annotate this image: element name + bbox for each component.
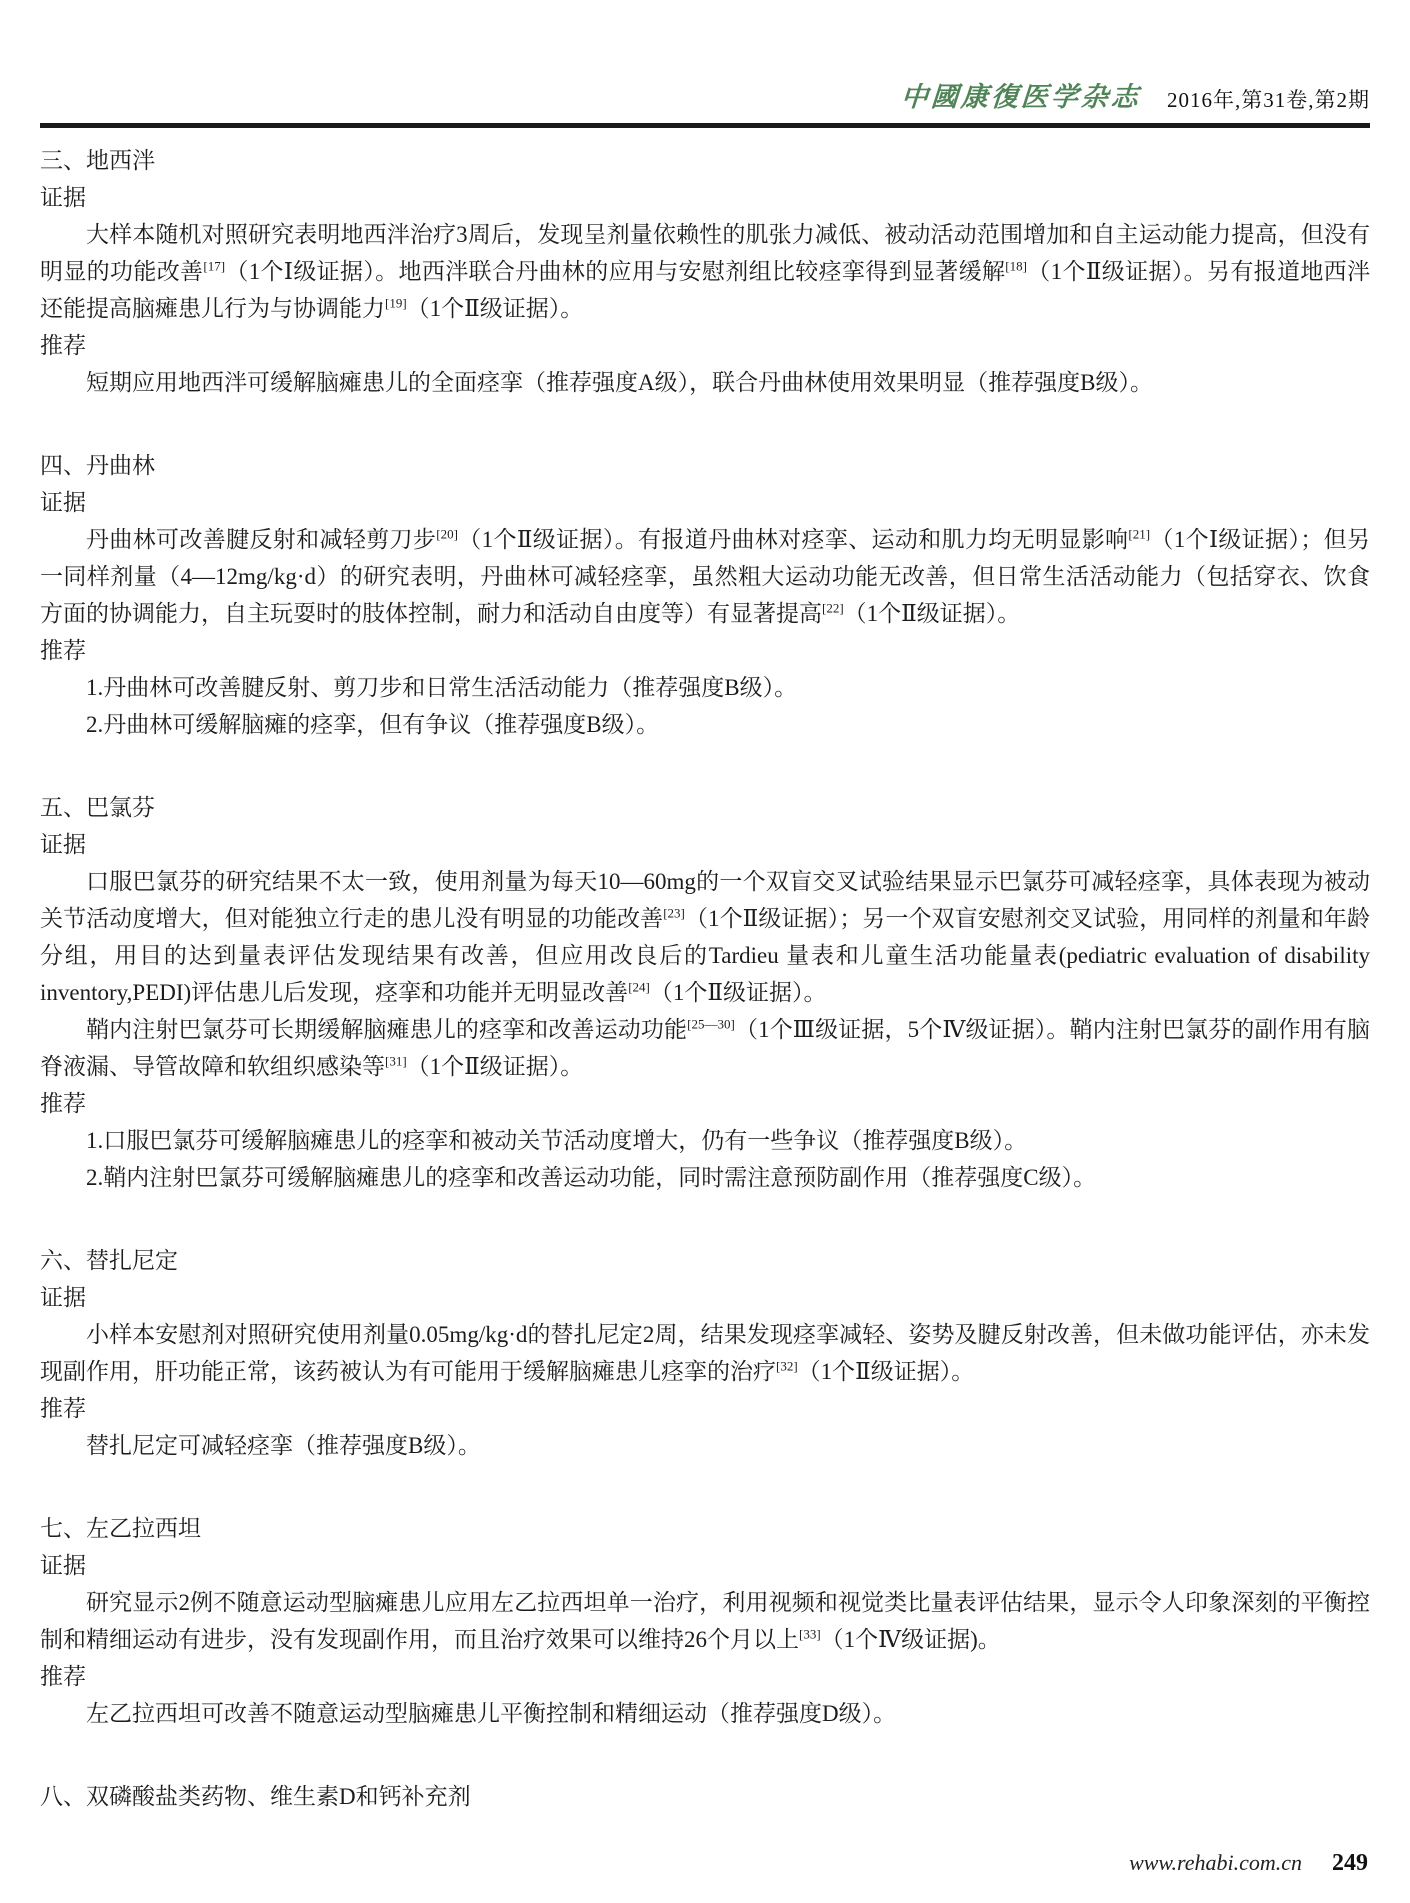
journal-logo: 中國康復医学杂志 — [899, 82, 1143, 112]
text-run: 鞘内注射巴氯芬可长期缓解脑瘫患儿的痉挛和改善运动功能 — [86, 1017, 688, 1042]
text-run: （1个Ⅱ级证据）。有报道丹曲林对痉挛、运动和肌力均无明显影响 — [457, 527, 1129, 552]
block-label: 推荐 — [40, 1396, 86, 1421]
text-run: （1个Ⅱ级证据）。 — [797, 1359, 975, 1384]
reference-superscript: [33] — [799, 1626, 821, 1642]
paragraph — [40, 706, 1370, 743]
page-number: 249 — [1332, 1850, 1368, 1876]
reference-superscript: [31] — [385, 1053, 407, 1069]
text-run: （1个Ⅱ级证据）。 — [843, 601, 1021, 626]
paragraph — [40, 364, 1370, 401]
section-title: 八、双磷酸盐类药物、维生素D和钙补充剂 — [40, 1784, 471, 1809]
text-run: （1个Ⅱ级证据）。另有报道地西泮还能提高脑瘫患儿行为与协调能力 — [40, 259, 1371, 321]
block-label: 推荐 — [40, 1091, 86, 1116]
paragraph — [40, 669, 1370, 706]
document-body — [40, 128, 1370, 1815]
text-run: 小样本安慰剂对照研究使用剂量0.05mg/kg·d的替扎尼定2周，结果发现痉挛减轻、姿势及腱反射改善，但未做功能评估，亦未发现副作用，肝功能正常，该药被认为有可能用于缓解脑瘫患儿痉挛的治疗 — [40, 1322, 1370, 1384]
paragraph — [40, 863, 1370, 1011]
paragraph — [40, 1695, 1370, 1732]
reference-superscript: [25—30] — [687, 1016, 735, 1032]
text-run: 替扎尼定可减轻痉挛（推荐强度B级）。 — [86, 1433, 481, 1458]
paragraph — [40, 1316, 1370, 1390]
paragraph — [40, 1011, 1370, 1085]
reference-superscript: [18] — [1005, 258, 1027, 274]
section-6 — [40, 1778, 1370, 1815]
text-run: （1个Ⅱ级证据）。 — [406, 1054, 584, 1079]
section-1 — [40, 142, 1370, 401]
block-label: 证据 — [40, 832, 86, 857]
text-run: （1个Ⅱ级证据）；另一个双盲安慰剂交叉试验，用同样的剂量和年龄分组，用目的达到量表评估发现结果有改善，但应用改良后的Tardieu 量表和儿童生活功能量表(pediatric evaluation of disability inventory,PEDI)评估患儿后发现，痉挛和功能并无明显改善 — [40, 906, 1370, 1005]
paragraph — [40, 1427, 1370, 1464]
block-label: 推荐 — [40, 1664, 86, 1689]
issue-info: 2016年,第31卷,第2期 — [1167, 88, 1370, 112]
journal-website: www.rehabi.com.cn — [1129, 1850, 1302, 1875]
text-run: 口服巴氯芬的研究结果不太一致，使用剂量为每天10—60mg的一个双盲交叉试验结果显示巴氯芬可减轻痉挛，具体表现为被动关节活动度增大，但对能独立行走的患儿没有明显的功能改善 — [40, 869, 1370, 931]
text-run: 2.丹曲林可缓解脑瘫的痉挛，但有争议（推荐强度B级）。 — [86, 712, 660, 737]
text-run: （1个Ⅱ级证据）。 — [649, 980, 827, 1005]
text-run: （1个Ⅱ级证据）。 — [406, 296, 584, 321]
text-run: 2.鞘内注射巴氯芬可缓解脑瘫患儿的痉挛和改善运动功能，同时需注意预防副作用（推荐强度C级）。 — [86, 1165, 1097, 1190]
paragraph — [40, 1159, 1370, 1196]
reference-superscript: [32] — [776, 1358, 798, 1374]
block-label: 推荐 — [40, 333, 86, 358]
text-run: 大样本随机对照研究表明地西泮治疗3周后，发现呈剂量依赖性的肌张力减低、被动活动范围增加和自主运动能力提高，但没有明显的功能改善 — [40, 222, 1370, 284]
text-run: 1.丹曲林可改善腱反射、剪刀步和日常生活活动能力（推荐强度B级）。 — [86, 675, 798, 700]
reference-superscript: [20] — [436, 526, 458, 542]
section-2 — [40, 447, 1370, 743]
text-run: （1个Ⅳ级证据)。 — [820, 1627, 1001, 1652]
page-footer — [1129, 1850, 1368, 1877]
block-label: 推荐 — [40, 638, 86, 663]
section-title: 五、巴氯芬 — [40, 795, 155, 820]
text-run: 左乙拉西坦可改善不随意运动型脑瘫患儿平衡控制和精细运动（推荐强度D级）。 — [86, 1701, 897, 1726]
paragraph — [40, 521, 1370, 632]
text-run: （1个Ⅲ级证据，5个Ⅳ级证据）。鞘内注射巴氯芬的副作用有脑脊液漏、导管故障和软组织感染等 — [40, 1017, 1370, 1079]
section-title: 七、左乙拉西坦 — [40, 1516, 201, 1541]
paragraph — [40, 216, 1370, 327]
text-run: 丹曲林可改善腱反射和减轻剪刀步 — [86, 527, 437, 552]
section-3 — [40, 789, 1370, 1196]
text-run: 研究显示2例不随意运动型脑瘫患儿应用左乙拉西坦单一治疗，利用视频和视觉类比量表评估结果，显示令人印象深刻的平衡控制和精细运动有进步，没有发现副作用，而且治疗效果可以维持26个月以上 — [40, 1590, 1370, 1652]
text-run: （1个Ⅰ级证据）。地西泮联合丹曲林的应用与安慰剂组比较痉挛得到显著缓解 — [225, 259, 1006, 284]
reference-superscript: [17] — [203, 258, 226, 274]
reference-superscript: [19] — [385, 295, 407, 311]
block-label: 证据 — [40, 1553, 86, 1578]
paragraph — [40, 1122, 1370, 1159]
section-5 — [40, 1510, 1370, 1732]
reference-superscript: [24] — [628, 979, 650, 995]
section-title: 三、地西泮 — [40, 148, 155, 173]
reference-superscript: [23] — [663, 905, 685, 921]
paragraph — [40, 1584, 1370, 1658]
text-run: 短期应用地西泮可缓解脑瘫患儿的全面痉挛（推荐强度A级），联合丹曲林使用效果明显（推荐强度B级）。 — [86, 370, 1153, 395]
reference-superscript: [22] — [822, 600, 844, 616]
section-title: 四、丹曲林 — [40, 453, 155, 478]
block-label: 证据 — [40, 490, 86, 515]
reference-superscript: [21] — [1128, 526, 1151, 542]
page-header — [40, 0, 1370, 128]
section-title: 六、替扎尼定 — [40, 1248, 178, 1273]
section-4 — [40, 1242, 1370, 1464]
block-label: 证据 — [40, 1285, 86, 1310]
text-run: 1.口服巴氯芬可缓解脑瘫患儿的痉挛和被动关节活动度增大，仍有一些争议（推荐强度B级）。 — [86, 1128, 1028, 1153]
text-run: （1个Ⅰ级证据）；但另一同样剂量（4—12mg/kg·d）的研究表明，丹曲林可减轻痉挛，虽然粗大运动功能无改善，但日常生活活动能力（包括穿衣、饮食方面的协调能力，自主玩耍时的肢体控制，耐力和活动自由度等）有显著提高 — [40, 527, 1370, 626]
block-label: 证据 — [40, 185, 86, 210]
